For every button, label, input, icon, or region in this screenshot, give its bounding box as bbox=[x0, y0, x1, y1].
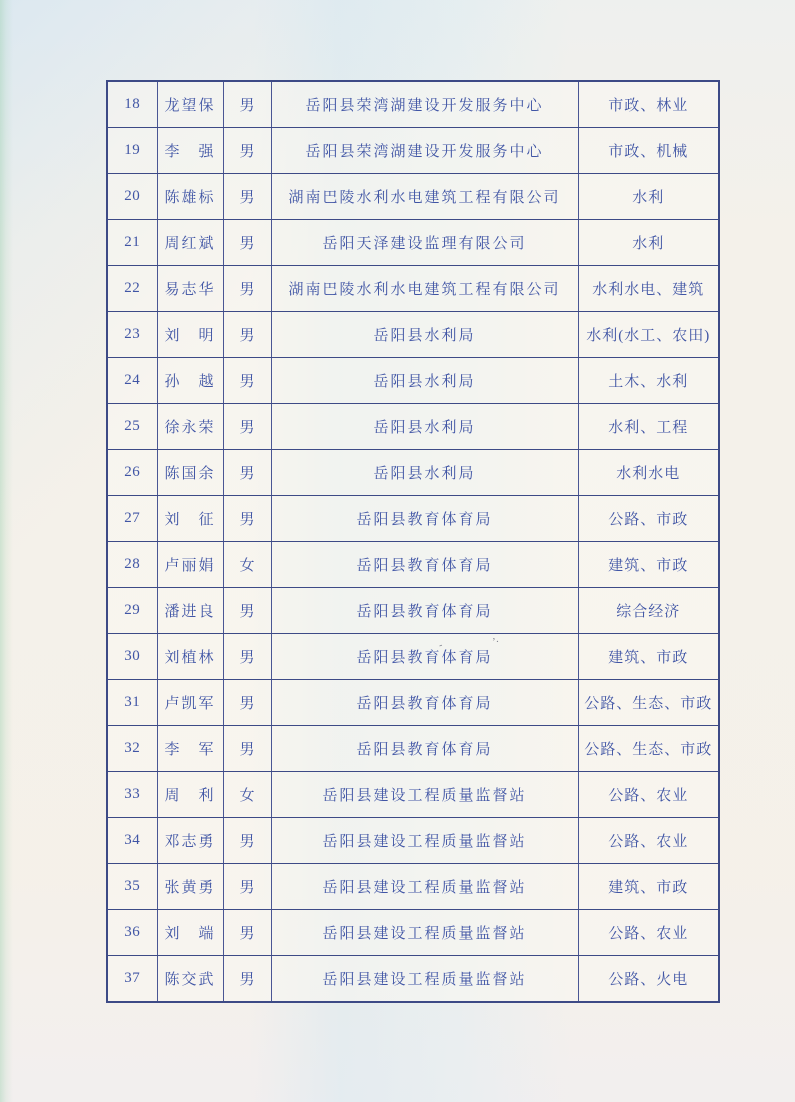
row-number-cell: 20 bbox=[107, 173, 157, 219]
table-row bbox=[107, 864, 719, 910]
gender-cell: 男 bbox=[223, 81, 271, 127]
specialty-cell: 水利 bbox=[578, 219, 719, 265]
gender-cell: 男 bbox=[223, 265, 271, 311]
row-number-cell: 35 bbox=[107, 864, 157, 910]
name-cell: 李 强 bbox=[157, 127, 223, 173]
personnel-roster-table bbox=[106, 80, 720, 1003]
table-row bbox=[107, 634, 719, 680]
specialty-cell: 公路、生态、市政 bbox=[578, 680, 719, 726]
gender-cell: 男 bbox=[223, 956, 271, 1002]
organization-cell: 岳阳县荣湾湖建设开发服务中心 bbox=[271, 81, 578, 127]
table-row bbox=[107, 219, 719, 265]
table-row bbox=[107, 541, 719, 587]
table-row bbox=[107, 726, 719, 772]
name-cell: 陈国余 bbox=[157, 449, 223, 495]
organization-cell: 岳阳天泽建设监理有限公司 bbox=[271, 219, 578, 265]
table-row bbox=[107, 127, 719, 173]
organization-cell: 湖南巴陵水利水电建筑工程有限公司 bbox=[271, 173, 578, 219]
row-number-cell: 31 bbox=[107, 680, 157, 726]
organization-cell: 岳阳县水利局 bbox=[271, 403, 578, 449]
table-row bbox=[107, 173, 719, 219]
specialty-cell: 土木、水利 bbox=[578, 357, 719, 403]
gender-cell: 男 bbox=[223, 588, 271, 634]
gender-cell: 男 bbox=[223, 864, 271, 910]
table-row bbox=[107, 449, 719, 495]
row-number-cell: 28 bbox=[107, 541, 157, 587]
table-row bbox=[107, 495, 719, 541]
table-row bbox=[107, 772, 719, 818]
row-number-cell: 19 bbox=[107, 127, 157, 173]
gender-cell: 男 bbox=[223, 449, 271, 495]
row-number-cell: 37 bbox=[107, 956, 157, 1002]
name-cell: 陈交武 bbox=[157, 956, 223, 1002]
row-number-cell: 23 bbox=[107, 311, 157, 357]
specialty-cell: 水利水电、建筑 bbox=[578, 265, 719, 311]
gender-cell: 女 bbox=[223, 541, 271, 587]
name-cell: 孙 越 bbox=[157, 357, 223, 403]
row-number-cell: 18 bbox=[107, 81, 157, 127]
scan-artifact: ʼ· bbox=[492, 636, 500, 648]
name-cell: 周 利 bbox=[157, 772, 223, 818]
organization-cell: 岳阳县教育体育局 bbox=[271, 634, 578, 680]
organization-cell: 岳阳县水利局 bbox=[271, 311, 578, 357]
name-cell: 卢丽娟 bbox=[157, 541, 223, 587]
organization-cell: 岳阳县建设工程质量监督站 bbox=[271, 864, 578, 910]
specialty-cell: 公路、生态、市政 bbox=[578, 726, 719, 772]
table-row bbox=[107, 403, 719, 449]
row-number-cell: 34 bbox=[107, 818, 157, 864]
table-row bbox=[107, 588, 719, 634]
organization-cell: 岳阳县建设工程质量监督站 bbox=[271, 910, 578, 956]
name-cell: 龙望保 bbox=[157, 81, 223, 127]
gender-cell: 男 bbox=[223, 818, 271, 864]
name-cell: 刘植林 bbox=[157, 634, 223, 680]
table-row bbox=[107, 818, 719, 864]
name-cell: 陈雄标 bbox=[157, 173, 223, 219]
specialty-cell: 水利 bbox=[578, 173, 719, 219]
organization-cell: 岳阳县水利局 bbox=[271, 449, 578, 495]
name-cell: 刘 征 bbox=[157, 495, 223, 541]
gender-cell: 男 bbox=[223, 910, 271, 956]
specialty-cell: 市政、林业 bbox=[578, 81, 719, 127]
organization-cell: 岳阳县教育体育局 bbox=[271, 541, 578, 587]
specialty-cell: 综合经济 bbox=[578, 588, 719, 634]
specialty-cell: 水利(水工、农田) bbox=[578, 311, 719, 357]
gender-cell: 男 bbox=[223, 357, 271, 403]
organization-cell: 岳阳县建设工程质量监督站 bbox=[271, 772, 578, 818]
row-number-cell: 24 bbox=[107, 357, 157, 403]
gender-cell: 男 bbox=[223, 311, 271, 357]
organization-cell: 岳阳县建设工程质量监督站 bbox=[271, 818, 578, 864]
specialty-cell: 市政、机械 bbox=[578, 127, 719, 173]
name-cell: 李 军 bbox=[157, 726, 223, 772]
table-row bbox=[107, 357, 719, 403]
row-number-cell: 22 bbox=[107, 265, 157, 311]
row-number-cell: 26 bbox=[107, 449, 157, 495]
specialty-cell: 水利水电 bbox=[578, 449, 719, 495]
table-body bbox=[107, 81, 719, 1002]
gender-cell: 男 bbox=[223, 173, 271, 219]
name-cell: 徐永荣 bbox=[157, 403, 223, 449]
row-number-cell: 30 bbox=[107, 634, 157, 680]
organization-cell: 岳阳县建设工程质量监督站 bbox=[271, 956, 578, 1002]
gender-cell: 男 bbox=[223, 495, 271, 541]
row-number-cell: 27 bbox=[107, 495, 157, 541]
gender-cell: 男 bbox=[223, 680, 271, 726]
row-number-cell: 25 bbox=[107, 403, 157, 449]
row-number-cell: 21 bbox=[107, 219, 157, 265]
specialty-cell: 公路、市政 bbox=[578, 495, 719, 541]
organization-cell: 岳阳县水利局 bbox=[271, 357, 578, 403]
organization-cell: 岳阳县荣湾湖建设开发服务中心 bbox=[271, 127, 578, 173]
name-cell: 潘进良 bbox=[157, 588, 223, 634]
specialty-cell: 公路、农业 bbox=[578, 818, 719, 864]
organization-cell: 岳阳县教育体育局 bbox=[271, 588, 578, 634]
row-number-cell: 33 bbox=[107, 772, 157, 818]
scan-artifact: - bbox=[437, 639, 445, 652]
name-cell: 刘 端 bbox=[157, 910, 223, 956]
name-cell: 易志华 bbox=[157, 265, 223, 311]
specialty-cell: 公路、农业 bbox=[578, 772, 719, 818]
table-row bbox=[107, 680, 719, 726]
specialty-cell: 公路、农业 bbox=[578, 910, 719, 956]
gender-cell: 男 bbox=[223, 219, 271, 265]
row-number-cell: 32 bbox=[107, 726, 157, 772]
gender-cell: 男 bbox=[223, 726, 271, 772]
name-cell: 卢凯军 bbox=[157, 680, 223, 726]
name-cell: 张黄勇 bbox=[157, 864, 223, 910]
name-cell: 周红斌 bbox=[157, 219, 223, 265]
organization-cell: 岳阳县教育体育局 bbox=[271, 680, 578, 726]
gender-cell: 男 bbox=[223, 634, 271, 680]
gender-cell: 男 bbox=[223, 127, 271, 173]
row-number-cell: 36 bbox=[107, 910, 157, 956]
table-row bbox=[107, 910, 719, 956]
name-cell: 刘 明 bbox=[157, 311, 223, 357]
organization-cell: 岳阳县教育体育局 bbox=[271, 495, 578, 541]
specialty-cell: 建筑、市政 bbox=[578, 541, 719, 587]
specialty-cell: 水利、工程 bbox=[578, 403, 719, 449]
table-row bbox=[107, 81, 719, 127]
table-row bbox=[107, 265, 719, 311]
gender-cell: 男 bbox=[223, 403, 271, 449]
row-number-cell: 29 bbox=[107, 588, 157, 634]
specialty-cell: 建筑、市政 bbox=[578, 634, 719, 680]
specialty-cell: 公路、火电 bbox=[578, 956, 719, 1002]
gender-cell: 女 bbox=[223, 772, 271, 818]
name-cell: 邓志勇 bbox=[157, 818, 223, 864]
table-row bbox=[107, 311, 719, 357]
organization-cell: 湖南巴陵水利水电建筑工程有限公司 bbox=[271, 265, 578, 311]
specialty-cell: 建筑、市政 bbox=[578, 864, 719, 910]
table-row bbox=[107, 956, 719, 1002]
organization-cell: 岳阳县教育体育局 bbox=[271, 726, 578, 772]
